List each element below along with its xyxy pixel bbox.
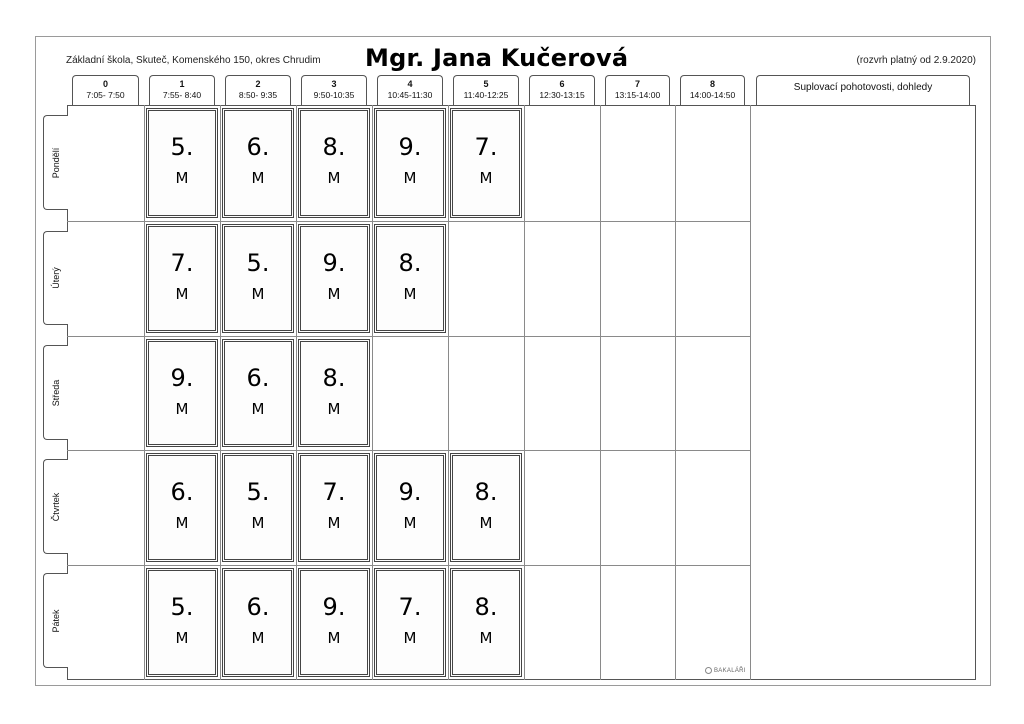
hour-number: 4	[407, 79, 413, 89]
hour-time: 7:55- 8:40	[162, 90, 202, 100]
lesson-cell	[298, 224, 370, 333]
lesson-subject: M	[403, 514, 417, 532]
lesson-class: 8.	[474, 478, 498, 506]
hour-number: 3	[331, 79, 337, 89]
day-label: Středa	[51, 379, 61, 406]
grid-column-divider	[144, 105, 145, 680]
lesson-subject: M	[175, 400, 189, 418]
lesson-subject: M	[327, 629, 341, 647]
lesson-class: 8.	[322, 364, 346, 392]
lesson-class: 6.	[246, 133, 270, 161]
day-tab	[43, 459, 68, 554]
lesson-subject: M	[251, 400, 265, 418]
day-tab	[43, 345, 68, 440]
lesson-subject: M	[403, 285, 417, 303]
lesson-cell	[374, 108, 446, 218]
lesson-cell	[222, 568, 294, 677]
lesson-cell	[146, 568, 218, 677]
lesson-cell	[374, 453, 446, 562]
lesson-class: 9.	[398, 478, 422, 506]
hour-time: 12:30-13:15	[539, 90, 585, 100]
lesson-cell	[222, 453, 294, 562]
lesson-subject: M	[327, 514, 341, 532]
school-name: Základní škola, Skuteč, Komenského 150, okres Chrudim	[66, 55, 321, 66]
lesson-cell	[450, 453, 522, 562]
substitution-duty-label: Suplovací pohotovosti, dohledy	[793, 82, 933, 93]
grid-row-divider	[67, 565, 750, 566]
validity-note: (rozvrh platný od 2.9.2020)	[856, 55, 976, 66]
lesson-class: 6.	[170, 478, 194, 506]
day-tab	[43, 573, 68, 668]
lesson-subject: M	[327, 400, 341, 418]
lesson-cell	[298, 339, 370, 447]
lesson-cell	[374, 224, 446, 333]
bakalari-logo	[705, 667, 746, 674]
hour-header-8	[680, 75, 745, 105]
grid-column-divider	[372, 105, 373, 680]
lesson-subject: M	[175, 169, 189, 187]
lesson-subject: M	[175, 514, 189, 532]
grid-column-divider	[296, 105, 297, 680]
lesson-cell	[222, 108, 294, 218]
lesson-subject: M	[327, 169, 341, 187]
lesson-cell	[146, 108, 218, 218]
lesson-subject: M	[175, 629, 189, 647]
hour-number: 8	[709, 79, 715, 89]
hour-number: 0	[102, 79, 108, 89]
lesson-class: 9.	[170, 364, 194, 392]
lesson-class: 5.	[170, 133, 194, 161]
hour-number: 7	[634, 79, 640, 89]
hour-time: 11:40-12:25	[463, 90, 509, 100]
lesson-class: 7.	[398, 593, 422, 621]
lesson-cell	[450, 568, 522, 677]
hour-header-1	[149, 75, 215, 105]
lesson-class: 7.	[170, 249, 194, 277]
hour-header-6	[529, 75, 595, 105]
lesson-class: 8.	[474, 593, 498, 621]
lesson-class: 9.	[322, 593, 346, 621]
lesson-class: 6.	[246, 593, 270, 621]
lesson-class: 7.	[322, 478, 346, 506]
lesson-cell	[450, 108, 522, 218]
hour-header-4	[377, 75, 443, 105]
grid-column-divider	[524, 105, 525, 680]
lesson-class: 8.	[322, 133, 346, 161]
day-label: Čtvrtek	[51, 492, 61, 521]
grid-row-divider	[67, 336, 750, 337]
lesson-subject: M	[479, 514, 493, 532]
hour-time: 13:15-14:00	[614, 90, 661, 100]
hour-time: 8:50- 9:35	[238, 90, 278, 100]
lesson-subject: M	[175, 285, 189, 303]
lesson-class: 5.	[170, 593, 194, 621]
grid-column-divider	[750, 105, 751, 680]
hour-time: 10:45-11:30	[387, 90, 433, 100]
lesson-subject: M	[251, 285, 265, 303]
grid-row-divider	[67, 450, 750, 451]
hour-number: 5	[483, 79, 489, 89]
grid-column-divider	[448, 105, 449, 680]
hour-number: 1	[179, 79, 185, 89]
lesson-subject: M	[479, 629, 493, 647]
hour-header-3	[301, 75, 367, 105]
hour-header-7	[605, 75, 670, 105]
lesson-class: 9.	[398, 133, 422, 161]
day-label: Pátek	[51, 608, 61, 633]
day-tab	[43, 231, 68, 325]
lesson-class: 6.	[246, 364, 270, 392]
lesson-class: 5.	[246, 249, 270, 277]
hour-time: 14:00-14:50	[689, 90, 736, 100]
day-label: Pondělí	[51, 147, 61, 178]
hour-number: 6	[559, 79, 565, 89]
substitution-duty-header	[756, 75, 970, 105]
lesson-subject: M	[403, 629, 417, 647]
lesson-cell	[146, 339, 218, 447]
hour-header-2	[225, 75, 291, 105]
teacher-name: Mgr. Jana Kučerová	[365, 44, 629, 72]
day-tab	[43, 115, 68, 210]
grid-row-divider	[67, 221, 750, 222]
hour-header-5	[453, 75, 519, 105]
lesson-class: 5.	[246, 478, 270, 506]
hour-header-0	[72, 75, 139, 105]
lesson-subject: M	[479, 169, 493, 187]
hour-time: 9:50-10:35	[313, 90, 355, 100]
day-label: Úterý	[51, 267, 61, 289]
bakalari-logo-icon	[705, 667, 712, 674]
brand-label: BAKALÁŘI	[714, 668, 746, 675]
hour-time: 7:05- 7:50	[86, 90, 125, 100]
lesson-class: 7.	[474, 133, 498, 161]
lesson-subject: M	[327, 285, 341, 303]
grid-column-divider	[675, 105, 676, 680]
lesson-cell	[374, 568, 446, 677]
lesson-cell	[146, 453, 218, 562]
hour-number: 2	[255, 79, 261, 89]
lesson-cell	[146, 224, 218, 333]
lesson-subject: M	[251, 514, 265, 532]
lesson-subject: M	[251, 169, 265, 187]
lesson-cell	[298, 108, 370, 218]
grid-column-divider	[220, 105, 221, 680]
grid-column-divider	[600, 105, 601, 680]
lesson-cell	[298, 568, 370, 677]
lesson-class: 8.	[398, 249, 422, 277]
lesson-subject: M	[251, 629, 265, 647]
lesson-subject: M	[403, 169, 417, 187]
lesson-cell	[298, 453, 370, 562]
lesson-cell	[222, 339, 294, 447]
lesson-class: 9.	[322, 249, 346, 277]
lesson-cell	[222, 224, 294, 333]
